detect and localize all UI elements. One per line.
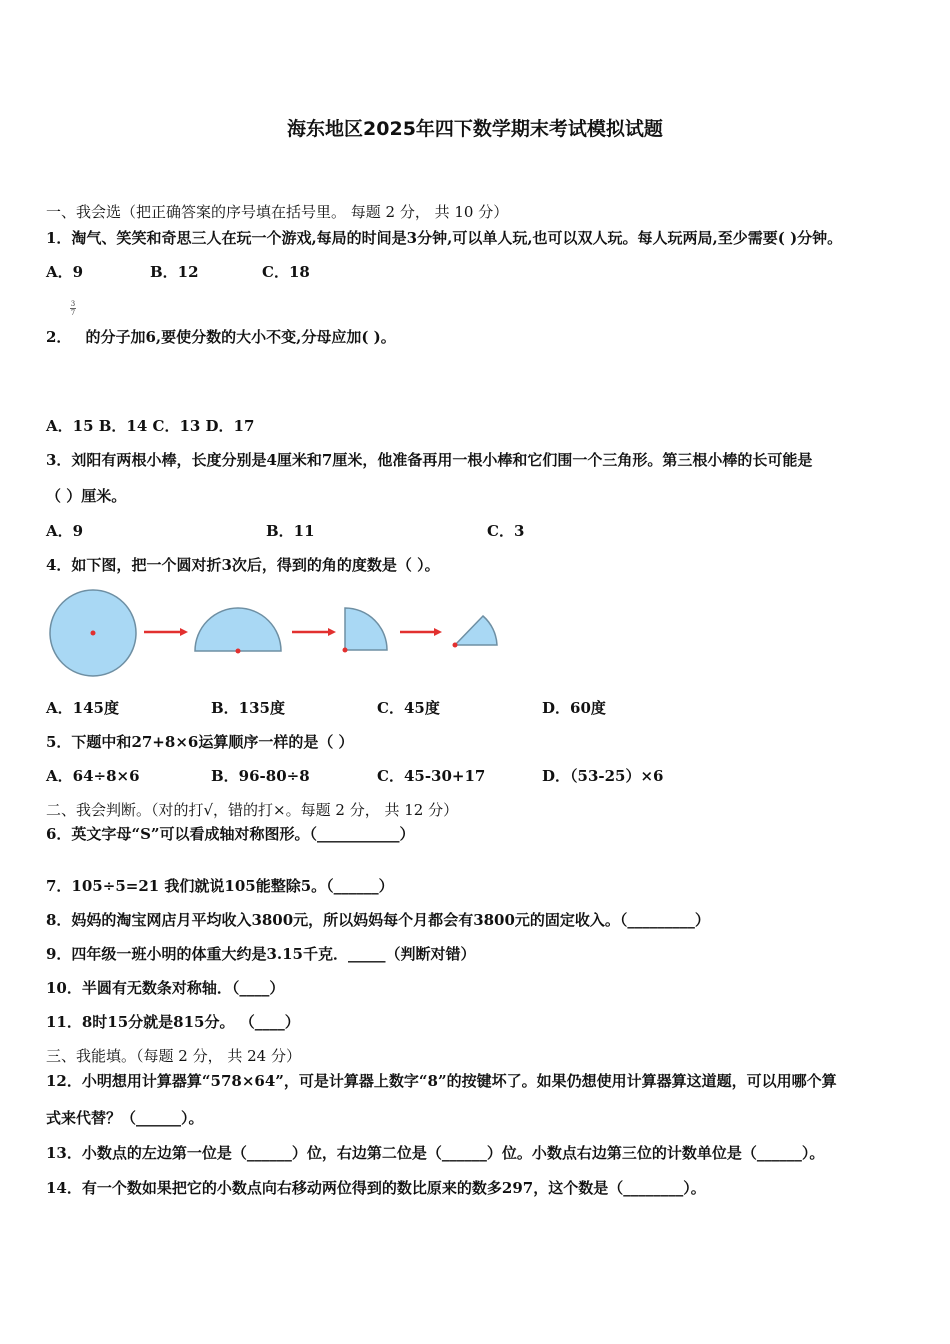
q2-text: 的分子加6,要使分数的大小不变,分母应加( )。	[85, 328, 396, 346]
q3-option-c: C．3	[487, 522, 525, 540]
section-1-heading: 一、我会选（把正确答案的序号填在括号里。 每题 2 分， 共 10 分）	[46, 203, 509, 221]
question-7: 7．105÷5=21 我们就说105能整除5。（______）	[46, 877, 394, 895]
section-3-heading: 三、我能填。（每题 2 分， 共 24 分）	[46, 1047, 301, 1065]
q5-option-d: D．（53-25）×6	[542, 767, 664, 785]
q1-option-b: B．12	[150, 263, 199, 281]
q3-option-a: A．9	[46, 522, 84, 540]
eighth-circle-center-dot	[453, 643, 458, 648]
q5-option-c: C．45-30+17	[377, 767, 486, 785]
q5-option-b: B．96-80÷8	[211, 767, 310, 785]
q3-option-b: B．11	[266, 522, 315, 540]
question-10: 10．半圆有无数条对称轴．（____）	[46, 979, 285, 997]
circle-center-dot	[91, 631, 96, 636]
q2-fraction-denominator: 7	[70, 309, 76, 317]
question-8: 8．妈妈的淘宝网店月平均收入3800元，所以妈妈每个月都会有3800元的固定收入。（_________）	[46, 911, 710, 929]
q2-options: A．15 B．14 C．13 D．17	[46, 417, 255, 435]
quarter-circle	[345, 608, 387, 650]
page-title: 海东地区2025年四下数学期末考试模拟试题	[287, 118, 663, 140]
q2-fraction	[70, 300, 76, 317]
q4-option-c: C．45度	[377, 699, 440, 717]
question-13: 13．小数点的左边第一位是（______）位，右边第二位是（______）位。小数点右边第三位的计数单位是（______）。	[46, 1144, 825, 1162]
q2-fraction-numerator: 3	[70, 300, 76, 308]
q4-option-a: A．145度	[46, 699, 119, 717]
q4-option-b: B．135度	[211, 699, 285, 717]
q5-option-a: A．64÷8×6	[46, 767, 140, 785]
question-11: 11．8时15分就是815分。 （____）	[46, 1013, 300, 1031]
arrow-2	[292, 628, 336, 636]
question-1: 1．淘气、笑笑和奇思三人在玩一个游戏,每局的时间是3分钟,可以单人玩,也可以双人玩。每人玩两局,至少需要( )分钟。	[46, 229, 843, 247]
question-3-line-2: （ ）厘米。	[46, 487, 127, 505]
question-2	[46, 327, 396, 347]
question-9: 9．四年级一班小明的体重大约是3.15千克．_____（判断对错）	[46, 945, 476, 963]
q1-option-a: A．9	[46, 263, 84, 281]
quarter-circle-center-dot	[343, 648, 348, 653]
q4-option-d: D．60度	[542, 699, 606, 717]
half-circle	[195, 608, 281, 651]
question-12-line-1: 12．小明想用计算器算“578×64”，可是计算器上数字“8”的按键坏了。如果仍想使用计算器算这道题，可以用哪个算	[46, 1072, 837, 1090]
q1-option-c: C．18	[262, 263, 310, 281]
arrow-1	[144, 628, 188, 636]
section-2-heading: 二、我会判断。（对的打√，错的打×。每题 2 分， 共 12 分）	[46, 801, 459, 819]
q2-number: 2．	[46, 328, 72, 346]
circle-folding-diagram	[40, 584, 510, 684]
question-3-line-1: 3．刘阳有两根小棒，长度分别是4厘米和7厘米，他准备再用一根小棒和它们围一个三角形。第三根小棒的长可能是	[46, 451, 813, 469]
half-circle-center-dot	[236, 649, 241, 654]
question-4: 4．如下图，把一个圆对折3次后，得到的角的度数是（ ）。	[46, 556, 440, 574]
eighth-circle	[455, 616, 497, 645]
question-14: 14．有一个数如果把它的小数点向右移动两位得到的数比原来的数多297，这个数是（________）。	[46, 1179, 706, 1197]
arrow-3	[400, 628, 442, 636]
question-12-line-2: 式来代替？（______）。	[46, 1109, 204, 1127]
question-5: 5．下题中和27+8×6运算顺序一样的是（ ）	[46, 733, 354, 751]
question-6: 6．英文字母“S”可以看成轴对称图形。（___________）	[46, 825, 415, 843]
